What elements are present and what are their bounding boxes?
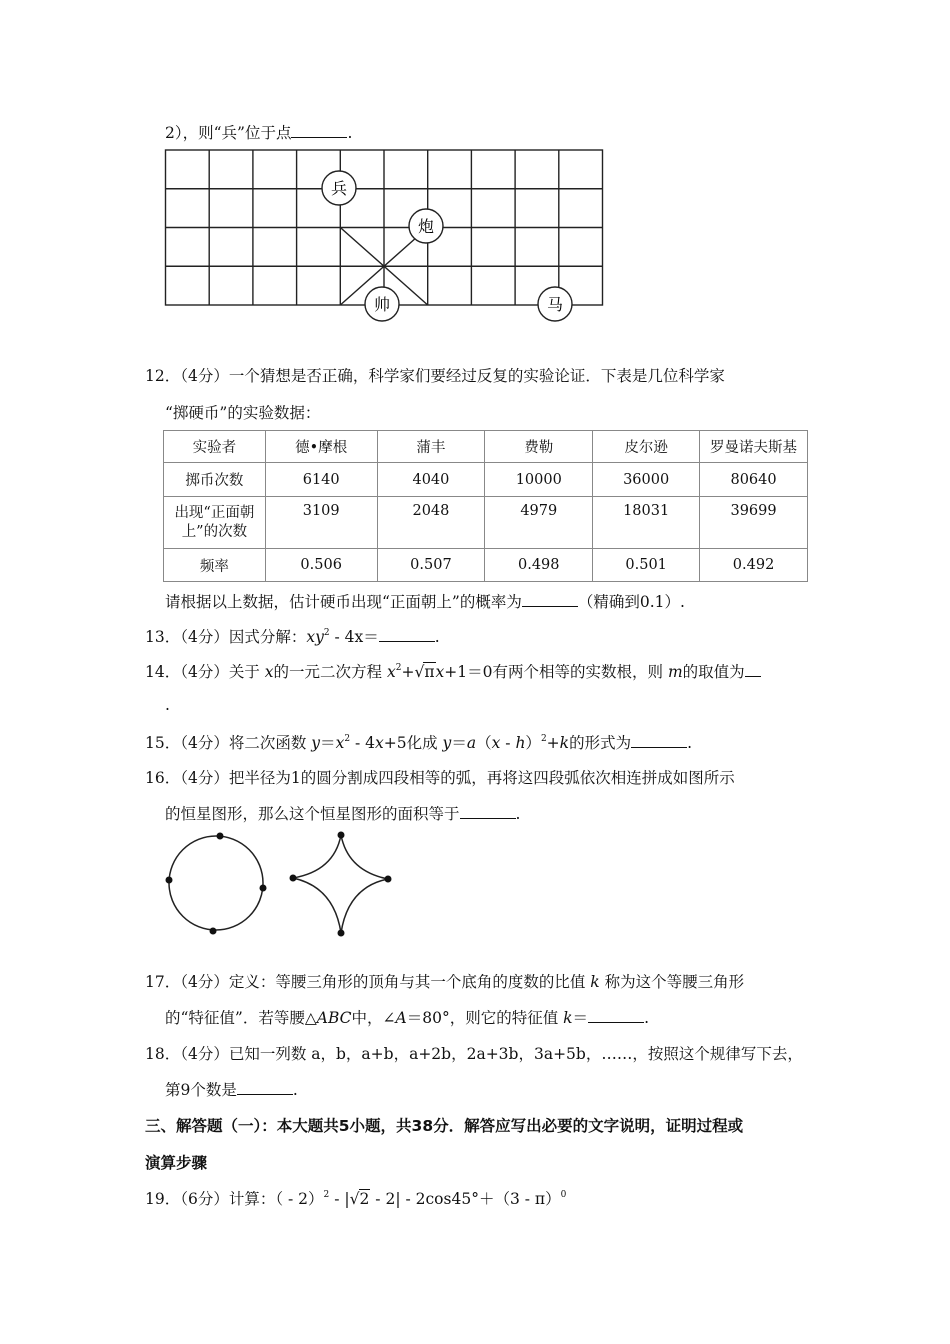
section-three-heading: 三、解答题（一）：本大题共5小题，共38分．解答应写出必要的文字说明，证明过程或 (145, 1117, 744, 1135)
answer-blank[interactable] (745, 662, 761, 677)
table-cell: 掷币次数 (164, 463, 266, 497)
q16-line1: 16．（4分）把半径为1的圆分割成四段相等的弧，再将这四段弧依次相连拼成如图所示 (145, 769, 735, 787)
table-cell: 0.501 (593, 549, 700, 582)
division-point (210, 928, 217, 935)
answer-blank[interactable] (588, 1008, 644, 1023)
table-cell: 0.498 (485, 549, 593, 582)
star-vertex (338, 930, 345, 937)
piece-bing (322, 171, 356, 205)
answer-blank[interactable] (237, 1080, 293, 1095)
table-cell: 3109 (265, 497, 377, 549)
table-cell: 频率 (164, 549, 266, 582)
sqrt-sign: √ (414, 663, 425, 681)
q14-end: . (165, 696, 170, 714)
division-point (166, 877, 173, 884)
table-row (164, 549, 808, 582)
q14: 14．（4分）关于 x的一元二次方程 $x^2+√\pi x+1=0$有两个相等的实数根，则 m的取值为 (145, 660, 761, 682)
q12-line2: “掷硬币”的实验数据： (165, 404, 321, 422)
q18-line2: 第9个数是 . (165, 1081, 298, 1099)
svg-text:帅: 帅 (373, 295, 391, 314)
piece-ma (538, 287, 572, 321)
q12-line1: 12．（4分）一个猜想是否正确，科学家们要经过反复的实验论证．下表是几位科学家 (145, 367, 725, 385)
star-vertex (338, 832, 345, 839)
table-header-row (164, 431, 808, 463)
table-cell: 80640 (700, 463, 808, 497)
divided-circle (166, 833, 267, 935)
q13: 13．（4分）因式分解：$xy^2 - 4x=$ . (145, 628, 440, 646)
answer-blank[interactable] (379, 627, 435, 642)
q17-line2: 的“特征值”．若等腰△ABC中，∠A＝80°，则它的特征值 k＝ . (165, 1009, 649, 1027)
table-cell: 0.507 (377, 549, 485, 582)
piece-shuai (365, 287, 399, 321)
table-cell: 2048 (377, 497, 485, 549)
table-cell: 出现“正面朝 上”的次数 (164, 497, 266, 549)
table-cell: 0.506 (265, 549, 377, 582)
q12-answer-line: 请根据以上数据，估计硬币出现“正面朝上”的概率为 （精确到0.1）. (165, 593, 685, 611)
table-cell: 18031 (593, 497, 700, 549)
q17-line1: 17．（4分）定义：等腰三角形的顶角与其一个底角的度数的比值 k 称为这个等腰三角形 (145, 973, 745, 991)
q11-tail: 2），则“兵”位于点 . (165, 124, 353, 142)
table-header-cell: 罗曼诺夫斯基 (700, 431, 808, 463)
star-shape (290, 832, 392, 937)
piece-pao (409, 209, 443, 243)
star-vertex (290, 875, 297, 882)
table-row (164, 497, 808, 549)
answer-blank[interactable] (631, 733, 687, 748)
table-cell: 0.492 (700, 549, 808, 582)
svg-text:马: 马 (546, 295, 564, 314)
answer-blank[interactable] (460, 804, 516, 819)
table-cell: 4979 (485, 497, 593, 549)
table-cell: 36000 (593, 463, 700, 497)
circle-and-star-figure (160, 825, 410, 945)
answer-blank[interactable] (291, 123, 347, 138)
table-header-cell: 皮尔逊 (593, 431, 700, 463)
svg-text:炮: 炮 (417, 217, 435, 236)
section-three-heading-cont: 演算步骤 (145, 1154, 208, 1172)
table-row (164, 463, 808, 497)
table-header-cell: 蒲丰 (377, 431, 485, 463)
table-header-cell: 德•摩根 (265, 431, 377, 463)
chess-board-figure (160, 145, 610, 325)
table-header-cell: 费勒 (485, 431, 593, 463)
svg-text:兵: 兵 (330, 179, 348, 198)
coin-toss-table (163, 430, 808, 582)
answer-blank[interactable] (522, 592, 578, 607)
table-cell: 39699 (700, 497, 808, 549)
q19: 19．（6分）计算：（ - 2）$^2$ - |√2 - 2| - 2cos45°＋（3 - π）$^0$ (145, 1190, 567, 1208)
division-point (217, 833, 224, 840)
star-vertex (385, 876, 392, 883)
q16-line2: 的恒星图形，那么这个恒星图形的面积等于 . (165, 805, 521, 823)
sqrt-sign: √ (349, 1190, 360, 1208)
table-header-cell: 实验者 (164, 431, 266, 463)
table-cell: 4040 (377, 463, 485, 497)
division-point (260, 885, 267, 892)
q15: 15．（4分）将二次函数 $y=x^2 - 4x+5$化成 y＝a（x - h）$^2$+k的形式为 . (145, 734, 693, 752)
q18-line1: 18．（4分）已知一列数 a，b，a+b，a+2b，2a+3b，3a+5b，……，按照这个规律写下去， (145, 1045, 803, 1063)
table-cell: 6140 (265, 463, 377, 497)
table-cell: 10000 (485, 463, 593, 497)
